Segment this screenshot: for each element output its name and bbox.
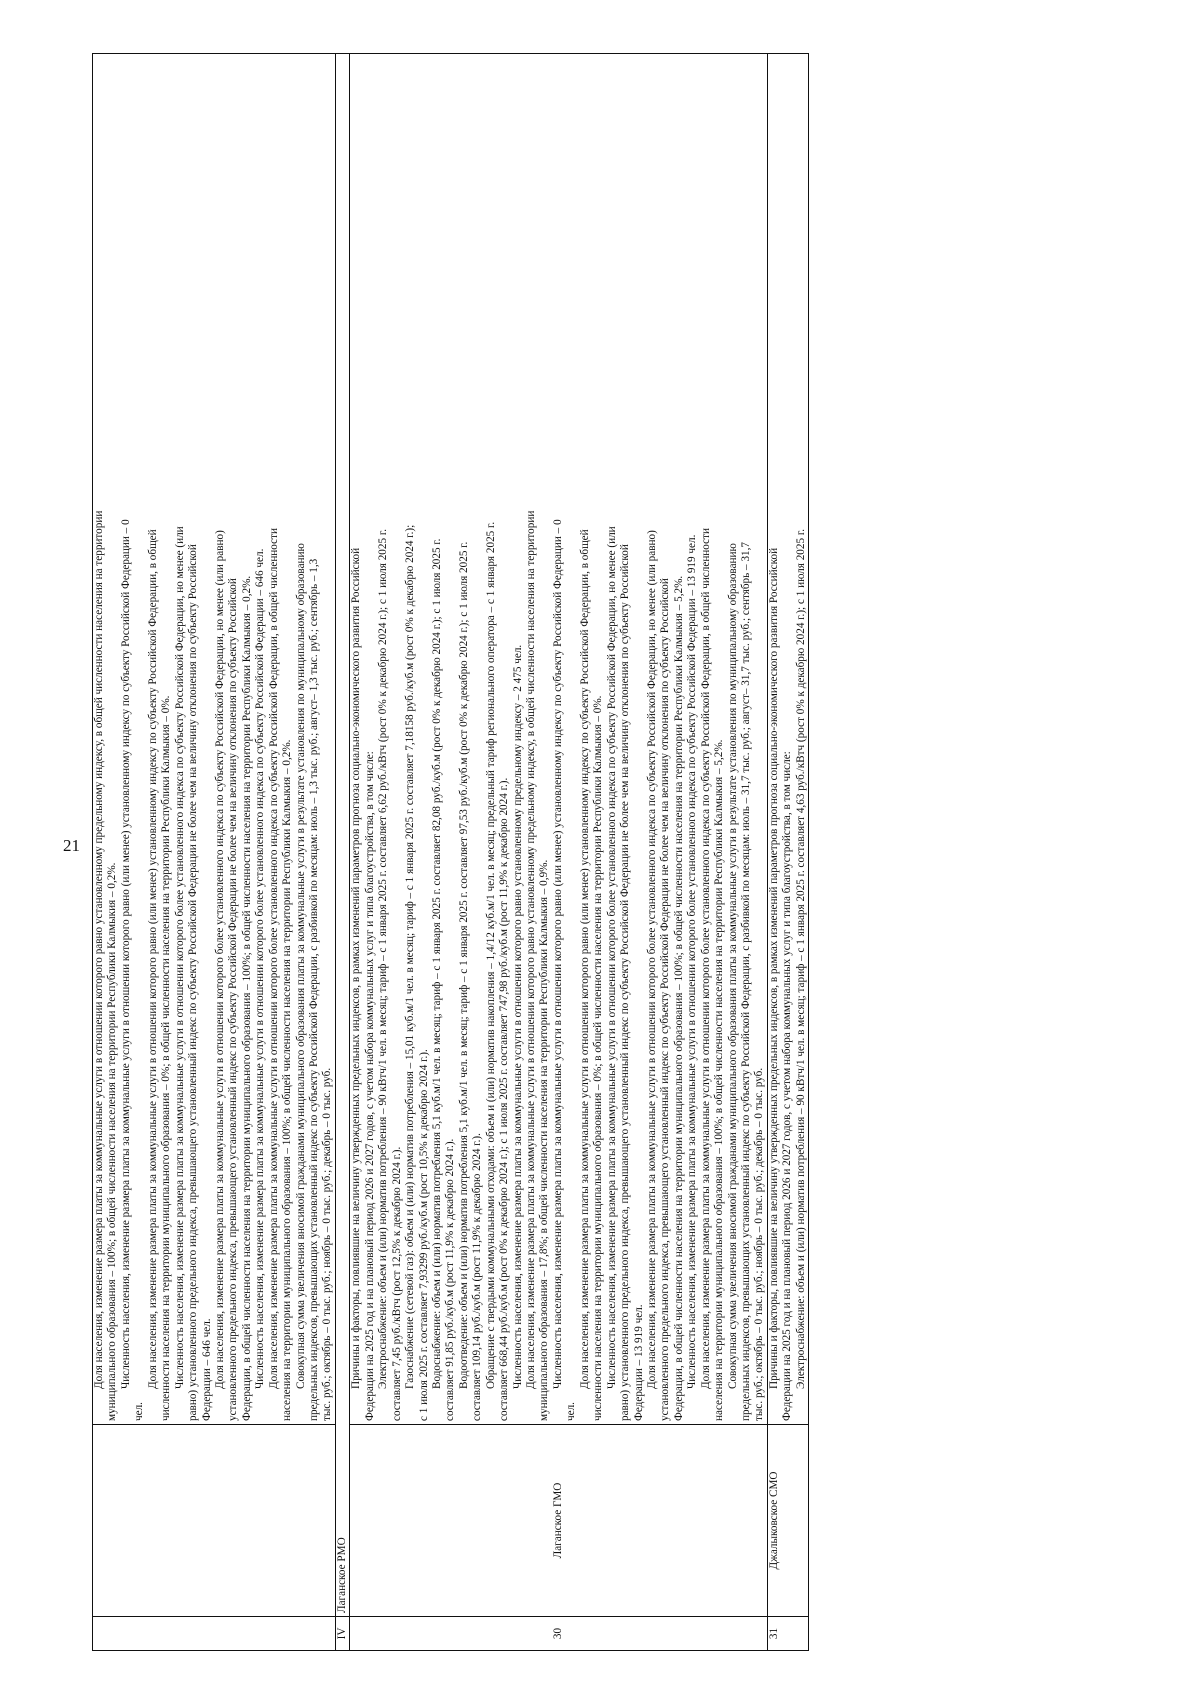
row-number: 30 [350,1617,768,1651]
text-line: установленного предельного индекса, превышающего установленный индекс по субъекту Российской Федерации не более чем на величину отклонения по субъекту Российской [227,578,240,1421]
text-line: численности населения на территории муниципального образования – 0%; в общей численности населения на территории Республики Калмыкия – 0%. [592,695,605,1421]
section-title: Лаганское РМО [335,54,349,1617]
document-table [92,53,809,1651]
text-line: Водоснабжение: объем и (или) норматив потребления 5,1 куб.м/1 чел. в месяц; тариф – с 1 января 2025 г. составляет 82,08 руб./куб.м (рост 0% к декабрю 2024 г.); с 1 июля 2025 г. [430,538,443,1389]
text-line: Причины и факторы, повлиявшие на величину утвержденных предельных индексов, в рамках изменений параметров прогноза социально-экономического развития Российской [767,547,780,1389]
text-line: чел. [565,1402,578,1421]
row-text [767,54,808,1425]
text-line: Доля населения, изменение размера платы за коммунальные услуги в отношении которого равно (или менее) установленному индексу по субъекту Российской Федерации, в общей [146,529,159,1389]
text-line: Доля населения, изменение размера платы за коммунальные услуги в отношении которого более установленного индекса по субъекту Российской Федерации, в общей численности [699,527,712,1389]
text-line: Обращение с твердыми коммунальными отходами: объем и (или) норматив накопления – 1,4/12 куб.м/1 чел. в месяц; предельный тариф регионального оператора – с 1 января 2025 г. [484,521,497,1389]
text-line: составляет 7,45 руб./кВтч (рост 12,5% к декабрю 2024 г.). [390,1146,403,1421]
municipality-name: Джалыковское СМО [767,1425,808,1617]
text-line: Доля населения, изменение размера платы за коммунальные услуги в отношении которого более установленного индекса по субъекту Российской Федерации, в общей численности [267,527,280,1389]
text-line: муниципального образования – 17,8%; в общей численности населения на территории Республики Калмыкия – 0,9%. [538,859,551,1421]
row-number: 31 [767,1617,808,1651]
text-line: Федерации, в общей численности населения на территории муниципального образования – 100%; в общей численности населения на территории Республики Калмыкия – 5,2%. [672,575,685,1421]
text-line: Численность населения, изменение размера платы за коммунальные услуги в отношении которого равно (или менее) установленному индексу по субъекту Российской Федерации – 0 [551,519,564,1389]
text-line: составляет 109,14 руб./куб.м (рост 11,9% к декабрю 2024 г.). [471,1133,484,1421]
text-line: Численность населения, изменение размера платы за коммунальные услуги в отношении которого равно установленному предельному индексу – 2 475 чел. [511,644,524,1389]
text-line: предельных индексов, превышающих установленный индекс по субъекту Российской Федерации, с разбивкой по месяцам: июль – 31,7 тыс. руб.; август– 31,7 тыс. руб.; сентябрь – 31,7 [740,541,752,1421]
municipality-name: Лаганское ГМО [350,1425,768,1617]
text-line: населения на территории муниципального образования – 100%; в общей численности населения на территории Республики Калмыкия – 5,2%. [713,739,726,1421]
text-line: Водоотведение: объем и (или) норматив потребления 5,1 куб.м/1 чел. в месяц; тариф – с 1 января 2025 г. составляет 97,53 руб./куб.м (рост 0% к декабрю 2024 г.); с 1 июля 2025 г. [457,541,470,1389]
text-line: Причины и факторы, повлиявшие на величину утвержденных предельных индексов, в рамках изменений параметров прогноза социально-экономического развития Российской [350,547,363,1389]
text-line: Численность населения, изменение размера платы за коммунальные услуги в отношении которого более установленного индекса по субъекту Российской Федерации, но менее (или [605,526,618,1389]
section-header-row [335,54,349,1651]
text-line: Доля населения, изменение размера платы за коммунальные услуги в отношении которого равно установленному предельному индексу, в общей численности населения на территории [93,510,105,1389]
text-line: численности населения на территории муниципального образования – 0%; в общей численности населения на территории Республики Калмыкия – 0%. [160,695,173,1421]
page-number: 21 [63,836,80,855]
table-row-30 [350,54,768,1651]
text-line: равно) установленного предельного индекса, превышающего установленный индекс по субъекту Российской Федерации не более чем на величину отклонения по субъекту Российской [187,544,200,1421]
text-line: населения на территории муниципального образования – 100%; в общей численности населения на территории Республики Калмыкия – 0,2%. [281,739,294,1421]
text-line: Численность населения, изменение размера платы за коммунальные услуги в отношении которого равно (или менее) установленному индексу по субъекту Российской Федерации – 0 [119,519,132,1389]
text-line: равно) установленного предельного индекса, превышающего установленный индекс по субъекту Российской Федерации не более чем на величину отклонения по субъекту Российской [619,544,632,1421]
table-row-31 [767,54,808,1651]
text-line: Доля населения, изменение размера платы за коммунальные услуги в отношении которого равно (или менее) установленному индексу по субъекту Российской Федерации, в общей [578,529,591,1389]
text-line: с 1 июля 2025 г. составляет 7,93299 руб./куб.м (рост 10,5% к декабрю 2024 г.). [417,1049,430,1421]
text-line: Федерации на 2025 год и на плановый период 2026 и 2027 годов, с учетом набора коммунальных услуг и типа благоустройства, в том числе: [363,751,376,1421]
rotated-page-content [92,54,1152,1651]
text-line: составляет 668,44 руб./куб.м (рост 0% к декабрю 2024 г.); с 1 июля 2025 г. составляет 747,98 руб./куб.м (рост 11,9% к декабрю 2024 г.). [498,777,511,1421]
text-line: Численность населения, изменение размера платы за коммунальные услуги в отношении которого более установленного индекса по субъекту Российской Федерации – 13 919 чел. [686,534,699,1389]
text-line: тыс. руб.; октябрь – 0 тыс. руб.; ноябрь – 0 тыс. руб.; декабрь – 0 тыс. руб. [321,1067,334,1421]
text-line: Электроснабжение: объем и (или) норматив потребления – 90 кВтч/1 чел. в месяц; тариф – с 1 января 2025 г. составляет 4,63 руб./кВтч (рост 0% к декабрю 2024 г.); с 1 июля 2025 г. [794,529,807,1389]
text-line: Доля населения, изменение размера платы за коммунальные услуги в отношении которого более установленного индекса по субъекту Российской Федерации, но менее (или равно) [213,530,226,1389]
text-line: Газоснабжение (сетевой газ): объем и (или) норматив потребления – 15,01 куб.м/1 чел. в месяц; тариф – с 1 января 2025 г. составляет 7,18158 руб./куб.м (рост 0% к декабрю 2024 г.); [404,524,417,1389]
row-text [350,54,768,1425]
text-line: установленного предельного индекса, превышающего установленный индекс по субъекту Российской Федерации не более чем на величину отклонения по субъекту Российской [659,578,672,1421]
text-line: тыс. руб.; октябрь – 0 тыс. руб.; ноябрь – 0 тыс. руб.; декабрь – 0 тыс. руб. [753,1067,766,1421]
text-line: предельных индексов, превышающих установленный индекс по субъекту Российской Федерации, с разбивкой по месяцам: июль – 1,3 тыс. руб.; август– 1,3 тыс. руб.; сентябрь – 1,3 [308,558,320,1421]
text-line: Доля населения, изменение размера платы за коммунальные услуги в отношении которого равно установленному предельному индексу, в общей численности населения на территории [525,510,537,1389]
text-line: Совокупная сумма увеличения вносимой гражданами муниципального образования платы за коммунальные услуги в результате установления по муниципальному образованию [294,543,307,1389]
text-line: Численность населения, изменение размера платы за коммунальные услуги в отношении которого более установленного индекса по субъекту Российской Федерации, но менее (или [173,526,186,1389]
text-line: Доля населения, изменение размера платы за коммунальные услуги в отношении которого более установленного индекса по субъекту Российской Федерации, но менее (или равно) [645,530,658,1389]
text-line: муниципального образования – 100%; в общей численности населения на территории Республики Калмыкия – 0,2%. [106,862,119,1421]
table-row-continued [93,54,336,1651]
text-line: составляет 91,85 руб./куб.м (рост 11,9% к декабрю 2024 г.). [444,1138,457,1421]
text-line: Федерации, в общей численности населения на территории муниципального образования – 100%; в общей численности населения на территории Республики Калмыкия – 0,2%. [240,575,253,1421]
text-line: Федерации – 13 919 чел. [632,1304,645,1421]
text-line: Электроснабжение: объем и (или) норматив потребления – 90 кВтч/1 чел. в месяц; тариф – с 1 января 2025 г. составляет 6,62 руб./кВтч (рост 0% к декабрю 2024 г.); с 1 июля 2025 г. [377,529,390,1389]
text-line: Совокупная сумма увеличения вносимой гражданами муниципального образования платы за коммунальные услуги в результате установления по муниципальному образованию [726,543,739,1389]
section-number: IV [335,1617,349,1651]
text-line: Федерации – 646 чел. [200,1318,213,1421]
municipality-name [93,1425,336,1617]
row-text [93,54,336,1425]
text-line: Численность населения, изменение размера платы за коммунальные услуги в отношении которого более установленного индекса по субъекту Российской Федерации – 646 чел. [254,548,267,1389]
row-number [93,1617,336,1651]
text-line: Федерации на 2025 год и на плановый период 2026 и 2027 годов, с учетом набора коммунальных услуг и типа благоустройства, в том числе: [781,751,794,1421]
text-line: чел. [133,1402,146,1421]
